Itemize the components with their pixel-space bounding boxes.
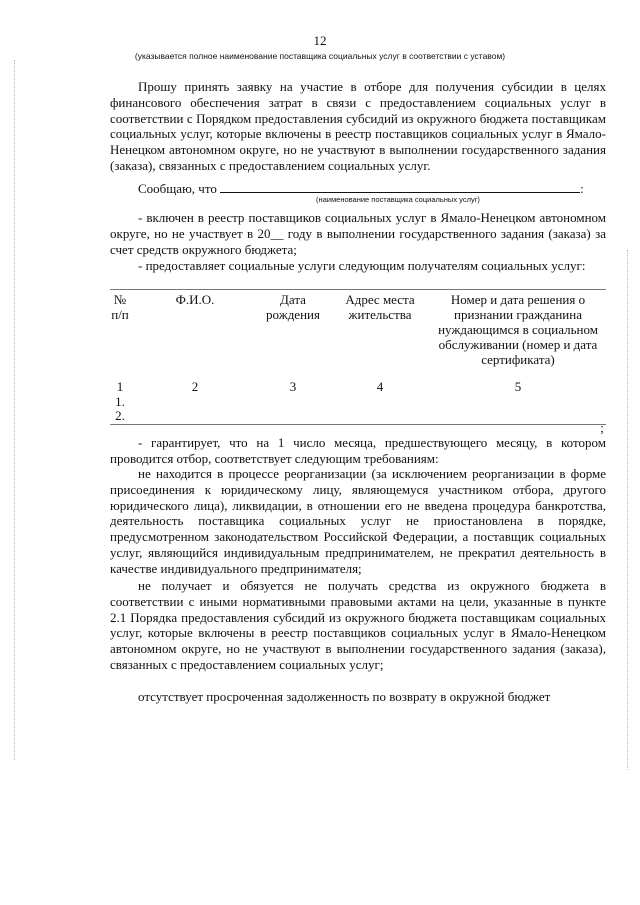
item-guarantees: - гарантирует, что на 1 число месяца, предшествующего месяцу, в котором проводится отбор, соответствует следующим требованиям: <box>110 435 606 466</box>
col-header-fio: Ф.И.О. <box>175 292 215 307</box>
page-number: 12 <box>313 33 327 48</box>
table-row: 2. <box>115 408 125 423</box>
supplier-name-blank <box>220 182 580 193</box>
item-provides: - предоставляет социальные услуги следующим получателям социальных услуг: <box>138 258 586 273</box>
inform-label: Сообщаю, что <box>138 181 217 196</box>
item-included: - включен в реестр поставщиков социальных услуг в Ямало-Ненецком автономном округе, но не участвует в 20__ году в выполнении государственного задания (заказа) за счет средств окружного бюджета; <box>110 210 606 257</box>
inform-colon: : <box>580 181 584 196</box>
col-header-birthdate: Дата рождения <box>266 292 320 322</box>
supplier-name-note: (указывается полное наименование поставщика социальных услуг в соответствии с уставом) <box>134 51 506 61</box>
table-bottom-rule <box>110 424 606 425</box>
requirement-no-funds: не получает и обязуется не получать средства из окружного бюджета в соответствии с иными нормативными правовыми актами на цели, указанные в пункте 2.1 Порядка предоставления субсидий из окружного бюджета поставщикам социальных услуг, которые включены в реестр поставщиков социальных услуг в Ямало-Ненецком автономном округе, но не участвуют в выполнении государственного задания (заказа), связанных с предоставлением социальных услуг; <box>110 578 606 672</box>
requirement-reorganization: не находится в процессе реорганизации (за исключением реорганизации в форме присоединения к юридическому лицу, являющемуся участником отбора, другого юридического лица), ликвидации, в отношении его не введена процедура банкротства, деятельность поставщика социальных услуг не приостановлена в порядке, предусмотренном законодательством Российской Федерации, а поставщик социальных услуг, являющийся индивидуальным предпринимателем, не прекратил деятельность в качестве индивидуального предпринимателя; <box>110 466 606 576</box>
table-top-rule <box>110 289 606 290</box>
requirement-no-debt: отсутствует просроченная задолженность по возврату в окружной бюджет <box>138 689 551 704</box>
supplier-caption: (наименование поставщика социальных услуг) <box>316 195 480 204</box>
col-number-3: 3 <box>289 379 297 394</box>
table-row: 1. <box>115 394 125 409</box>
col-header-address: Адрес места жительства <box>345 292 415 322</box>
request-paragraph: Прошу принять заявку на участие в отборе для получения субсидии в целях финансового обеспечения затрат в связи с предоставлением социальных услуг в соответствии с Порядком предоставления субсидий из окружного бюджета поставщикам социальных услуг, которые включены в реестр поставщиков социальных услуг в Ямало-Ненецком автономном округе, но не участвуют в выполнении государственного задания (заказа), связанных с предоставлением социальных услуг. <box>110 79 606 173</box>
col-header-decision: Номер и дата решения о признании гражданина нуждающимся в социальном обслуживании (номер и дата сертификата) <box>438 292 598 367</box>
col-header-number: № п/п <box>111 292 129 322</box>
col-number-4: 4 <box>376 379 384 394</box>
right-scan-margin <box>627 250 628 770</box>
col-number-1: 1 <box>116 379 124 394</box>
left-scan-margin <box>14 60 15 760</box>
list-semicolon: ; <box>600 420 604 435</box>
col-number-5: 5 <box>514 379 522 394</box>
col-number-2: 2 <box>191 379 199 394</box>
